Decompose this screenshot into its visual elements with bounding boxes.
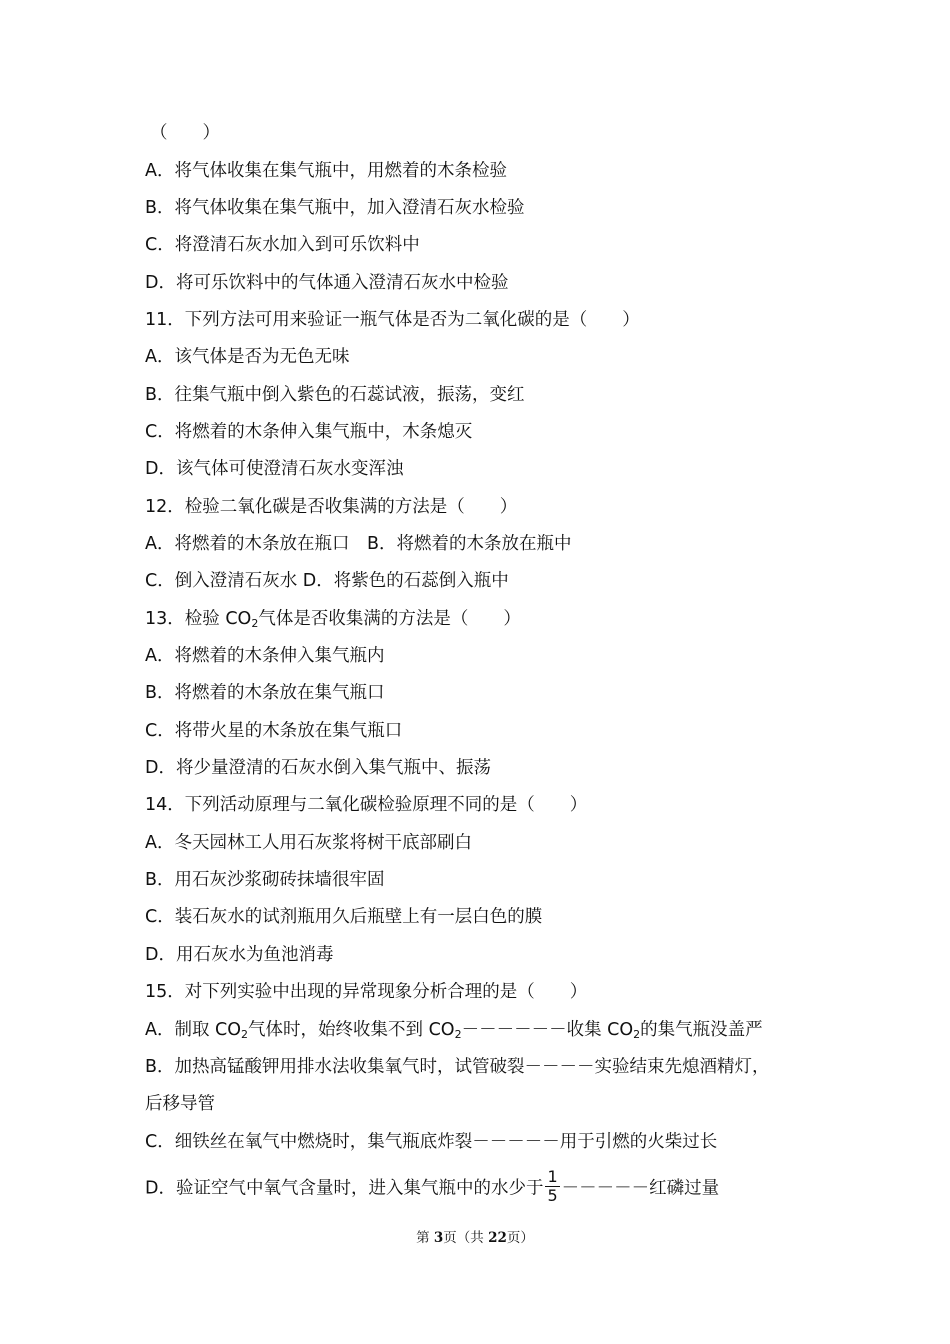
q15-a-text-2: 气体时，始终收集不到 CO	[248, 1020, 455, 1040]
q15-a-text-3: －－－－－－收集 CO	[461, 1020, 634, 1040]
q14-option-b: B．用石灰沙浆砌砖抹墙很牢固	[145, 870, 385, 890]
footer-page-number: 3	[433, 1230, 444, 1246]
footer-pre: 第	[416, 1230, 434, 1246]
q15-option-c: C．细铁丝在氧气中燃烧时，集气瓶底炸裂－－－－－用于引燃的火柴过长	[145, 1132, 718, 1152]
q12-options-cd: C．倒入澄清石灰水 D．将紫色的石蕊倒入瓶中	[145, 571, 509, 591]
q13-stem-post: 气体是否收集满的方法是（ ）	[258, 609, 521, 629]
q15-a-subscript-2: 2	[454, 1028, 462, 1041]
q15-a-subscript-3: 2	[633, 1028, 641, 1041]
fraction-denominator: 5	[547, 1186, 558, 1205]
q11-option-a: A．该气体是否为无色无味	[145, 347, 350, 367]
footer-mid: 页（共	[443, 1230, 489, 1246]
q14-stem: 14．下列活动原理与二氧化碳检验原理不同的是（ ）	[145, 795, 588, 815]
q12-options-ab: A．将燃着的木条放在瓶口 B．将燃着的木条放在瓶中	[145, 534, 572, 554]
q15-option-b-line1: B．加热高锰酸钾用排水法收集氧气时，试管破裂－－－－实验结束先熄酒精灯，	[145, 1057, 770, 1077]
q11-option-d: D．该气体可使澄清石灰水变浑浊	[145, 459, 404, 479]
q15-a-text-4: 的集气瓶没盖严	[640, 1020, 763, 1040]
q15-option-a	[145, 1019, 763, 1041]
q13-subscript: 2	[251, 617, 259, 630]
q10-option-d: D．将可乐饮料中的气体通入澄清石灰水中检验	[145, 273, 509, 293]
q12-stem: 12．检验二氧化碳是否收集满的方法是（ ）	[145, 497, 518, 517]
q13-stem	[145, 608, 521, 630]
q10-option-a: A．将气体收集在集气瓶中，用燃着的木条检验	[145, 161, 507, 181]
q10-option-b: B．将气体收集在集气瓶中，加入澄清石灰水检验	[145, 198, 525, 218]
q14-option-d: D．用石灰水为鱼池消毒	[145, 945, 334, 965]
q15-option-d	[145, 1167, 720, 1207]
footer-total-pages: 22	[488, 1230, 507, 1246]
q15-stem: 15．对下列实验中出现的异常现象分析合理的是（ ）	[145, 982, 588, 1002]
q13-option-c: C．将带火星的木条放在集气瓶口	[145, 721, 403, 741]
q15-a-text-1: A．制取 CO	[145, 1020, 242, 1040]
q13-option-a: A．将燃着的木条伸入集气瓶内	[145, 646, 385, 666]
q10-answer-paren: （ ）	[150, 123, 220, 143]
footer-post: 页）	[506, 1230, 534, 1246]
q15-d-text-2: －－－－－红磷过量	[561, 1178, 720, 1199]
q11-option-b: B．往集气瓶中倒入紫色的石蕊试液，振荡，变红	[145, 385, 525, 405]
q15-option-b-line2: 后移导管	[145, 1094, 215, 1114]
q14-option-c: C．装石灰水的试剂瓶用久后瓶壁上有一层白色的膜	[145, 907, 543, 927]
q15-a-subscript-1: 2	[241, 1028, 249, 1041]
q10-option-c: C．将澄清石灰水加入到可乐饮料中	[145, 235, 420, 255]
q11-stem: 11．下列方法可用来验证一瓶气体是否为二氧化碳的是（ ）	[145, 310, 640, 330]
fraction-one-fifth	[545, 1168, 559, 1205]
q11-option-c: C．将燃着的木条伸入集气瓶中，木条熄灭	[145, 422, 473, 442]
q13-stem-pre: 13．检验 CO	[145, 609, 252, 629]
q14-option-a: A．冬天园林工人用石灰浆将树干底部刷白	[145, 833, 472, 853]
page-footer	[0, 1226, 950, 1246]
q13-option-d: D．将少量澄清的石灰水倒入集气瓶中、振荡	[145, 758, 491, 778]
fraction-numerator: 1	[547, 1167, 558, 1186]
q15-d-text-1: D．验证空气中氧气含量时，进入集气瓶中的水少于	[145, 1178, 544, 1199]
q13-option-b: B．将燃着的木条放在集气瓶口	[145, 683, 385, 703]
